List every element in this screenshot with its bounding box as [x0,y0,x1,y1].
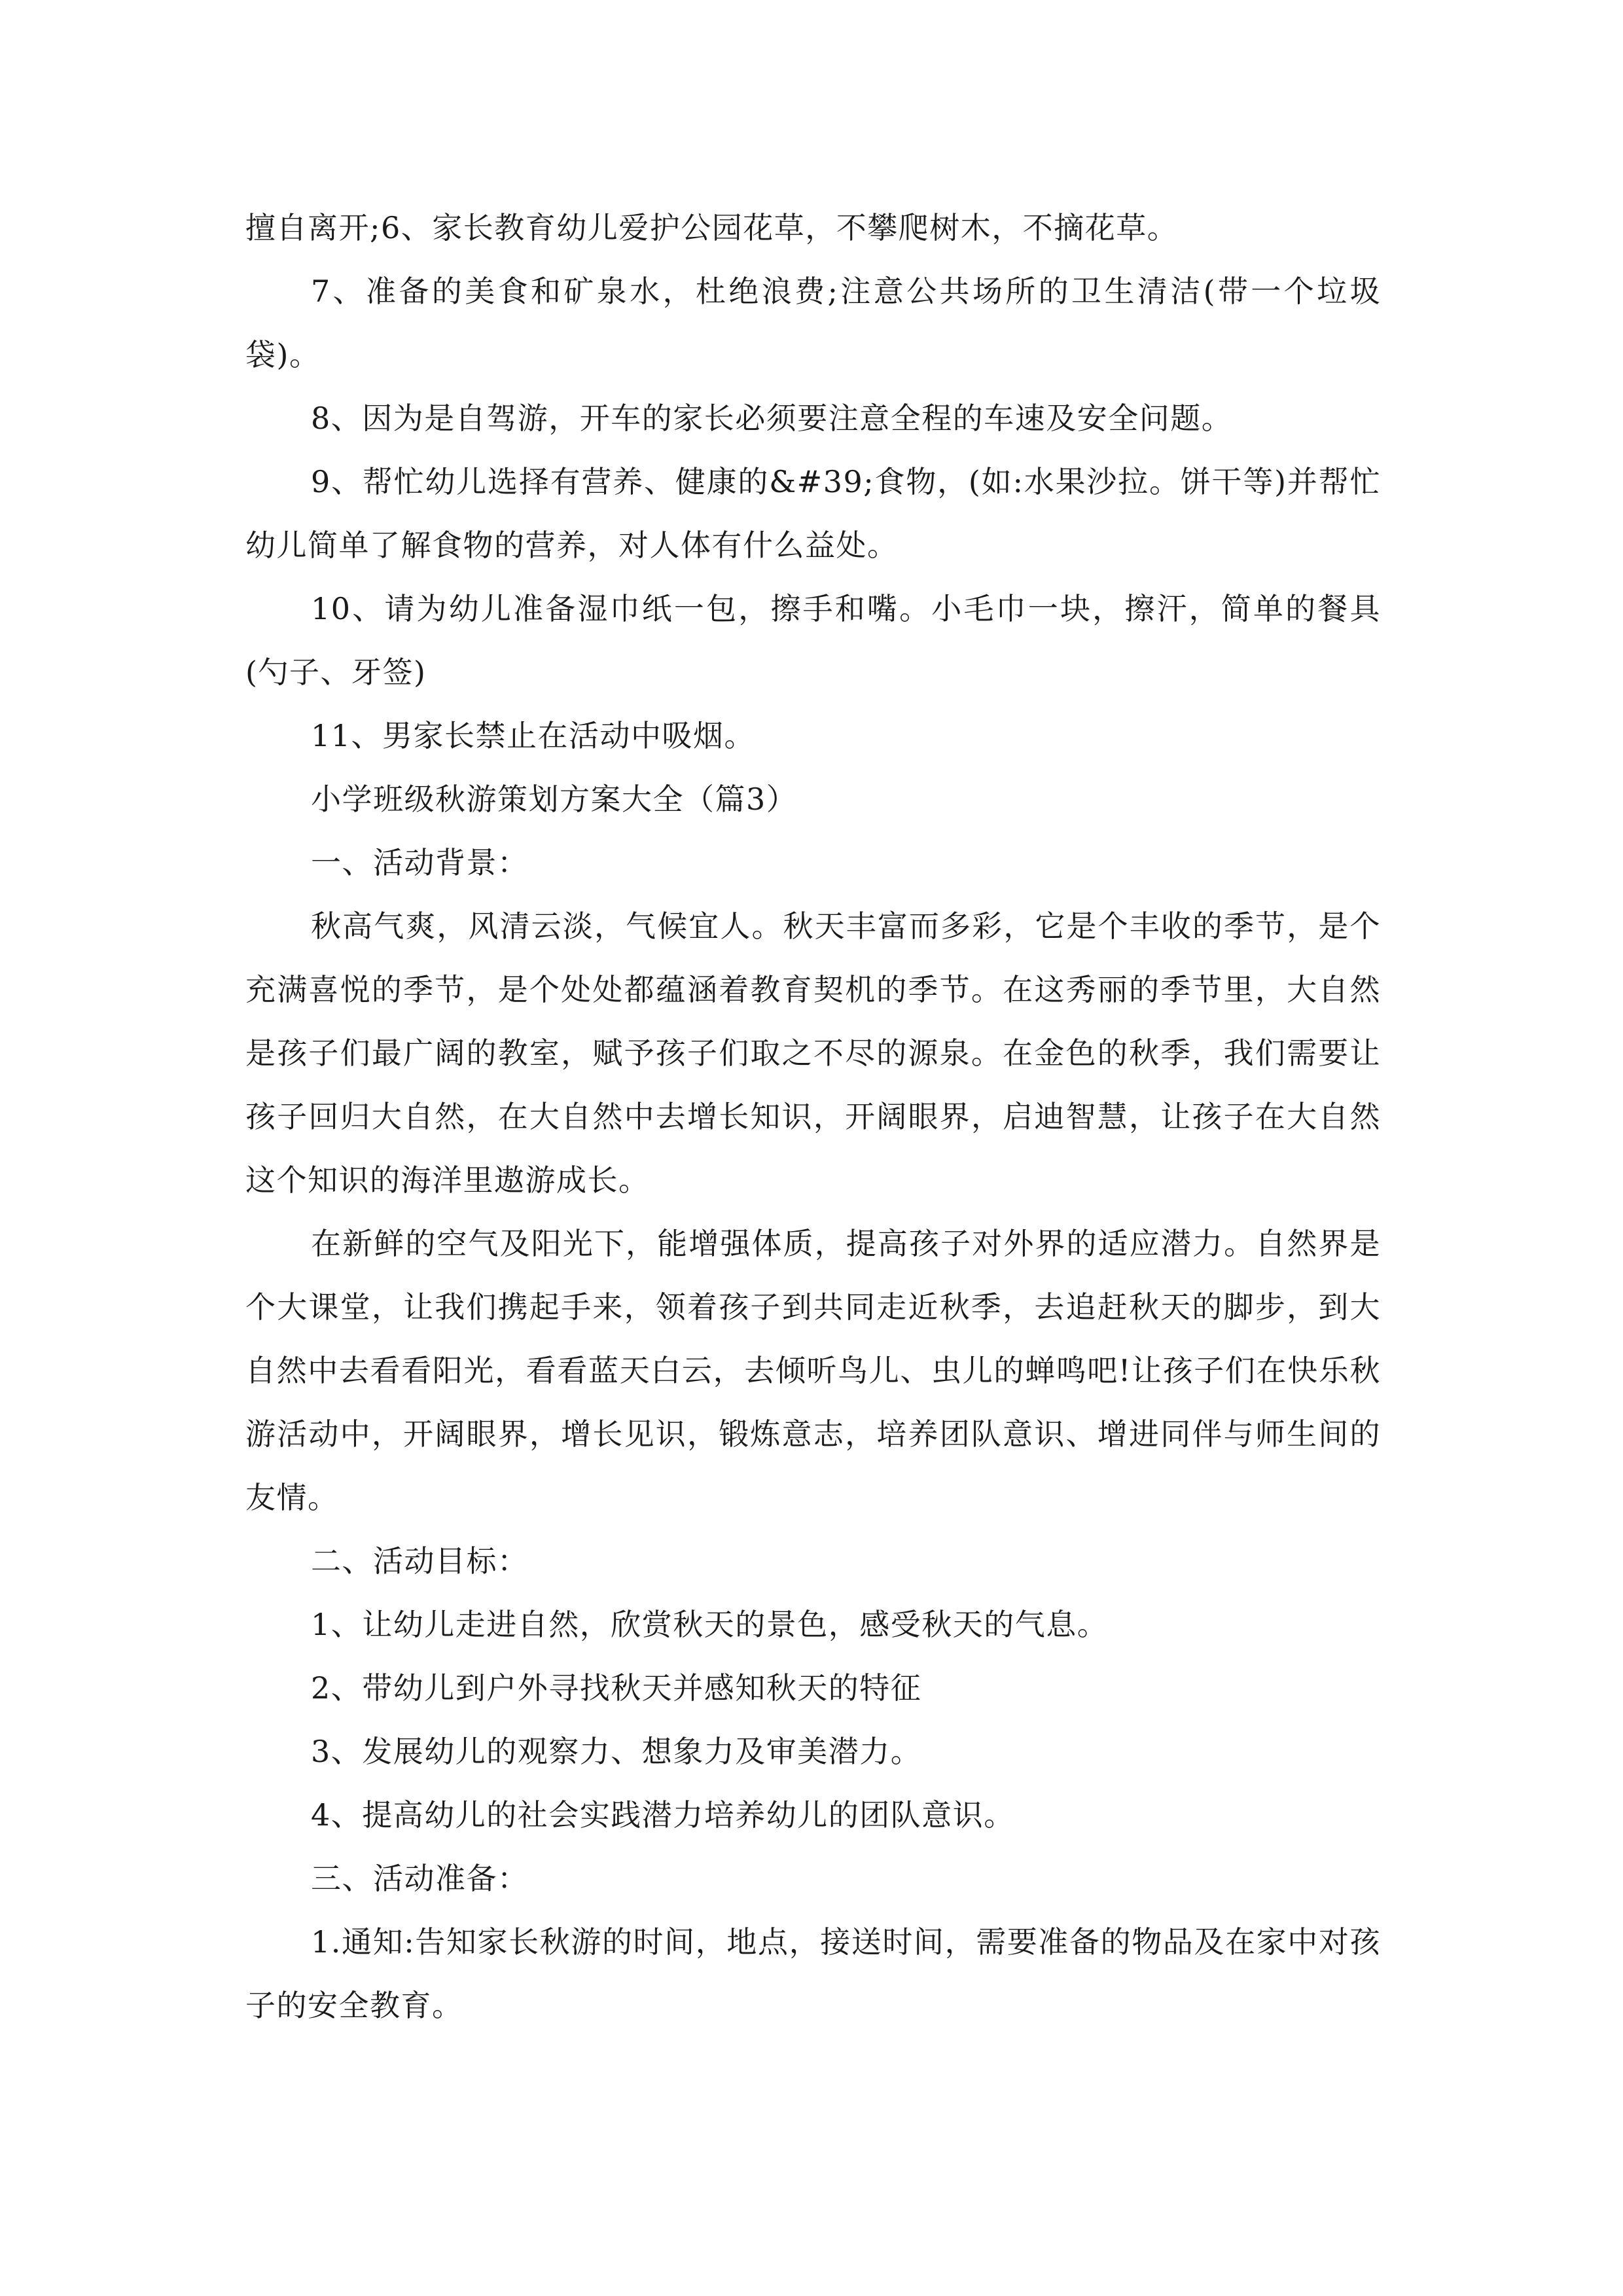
goal-item-4: 4、提高幼儿的社会实践潜力培养幼儿的团队意识。 [311,1797,1015,1833]
goal-item-1: 1、让幼儿走进自然，欣赏秋天的景色，感受秋天的气息。 [311,1607,1109,1642]
paragraph-fresh-air-sunshine: 在新鲜的空气及阳光下，能增强体质，提高孩子对外界的适应潜力。自然界是个大课堂，让我们携起手来，领着孩子到共同走近秋季，去追赶秋天的脚步，到大自然中去看看阳光，看看蓝天白云，去倾听鸟儿、虫儿的蝉鸣吧!让孩子们在快乐秋游活动中，开阔眼界，增长见识，锻炼意志，培养团队意识、增进同伴与师生间的友情。 [245,1226,1381,1515]
section-title-plan-3: 小学班级秋游策划方案大全（篇3） [311,781,798,817]
heading-activity-goals: 二、活动目标： [311,1543,529,1579]
paragraph-item-9-healthy-food: 9、帮忙幼儿选择有营养、健康的&#39;食物，(如:水果沙拉。饼干等)并帮忙幼儿简单了解食物的营养，对人体有什么益处。 [245,464,1381,563]
paragraph-item-7-food-water: 7、准备的美食和矿泉水，杜绝浪费;注意公共场所的卫生清洁(带一个垃圾袋)。 [245,274,1381,372]
goal-item-3: 3、发展幼儿的观察力、想象力及审美潜力。 [311,1734,922,1769]
preparation-item-1-notice: 1.通知:告知家长秋游的时间，地点，接送时间，需要准备的物品及在家中对孩子的安全教育。 [245,1924,1381,2023]
paragraph-leave-without-permission: 擅自离开;6、家长教育幼儿爱护公园花草，不攀爬树木，不摘花草。 [245,210,1179,245]
document-body [245,196,1381,2037]
paragraph-autumn-background: 秋高气爽，风清云淡，气候宜人。秋天丰富而多彩，它是个丰收的季节，是个充满喜悦的季节，是个处处都蕴涵着教育契机的季节。在这秀丽的季节里，大自然是孩子们最广阔的教室，赋予孩子们取之不尽的源泉。在金色的秋季，我们需要让孩子回归大自然，在大自然中去增长知识，开阔眼界，启迪智慧，让孩子在大自然这个知识的海洋里遨游成长。 [245,908,1381,1198]
heading-activity-preparation: 三、活动准备： [311,1861,529,1896]
paragraph-item-8-driving-safety: 8、因为是自驾游，开车的家长必须要注意全程的车速及安全问题。 [311,401,1233,436]
paragraph-item-11-no-smoking: 11、男家长禁止在活动中吸烟。 [311,718,756,753]
goal-item-2: 2、带幼儿到户外寻找秋天并感知秋天的特征 [311,1670,922,1706]
paragraph-item-10-wipes-towel: 10、请为幼儿准备湿巾纸一包，擦手和嘴。小毛巾一块，擦汗，简单的餐具(勺子、牙签) [245,591,1381,690]
heading-activity-background: 一、活动背景： [311,845,529,880]
